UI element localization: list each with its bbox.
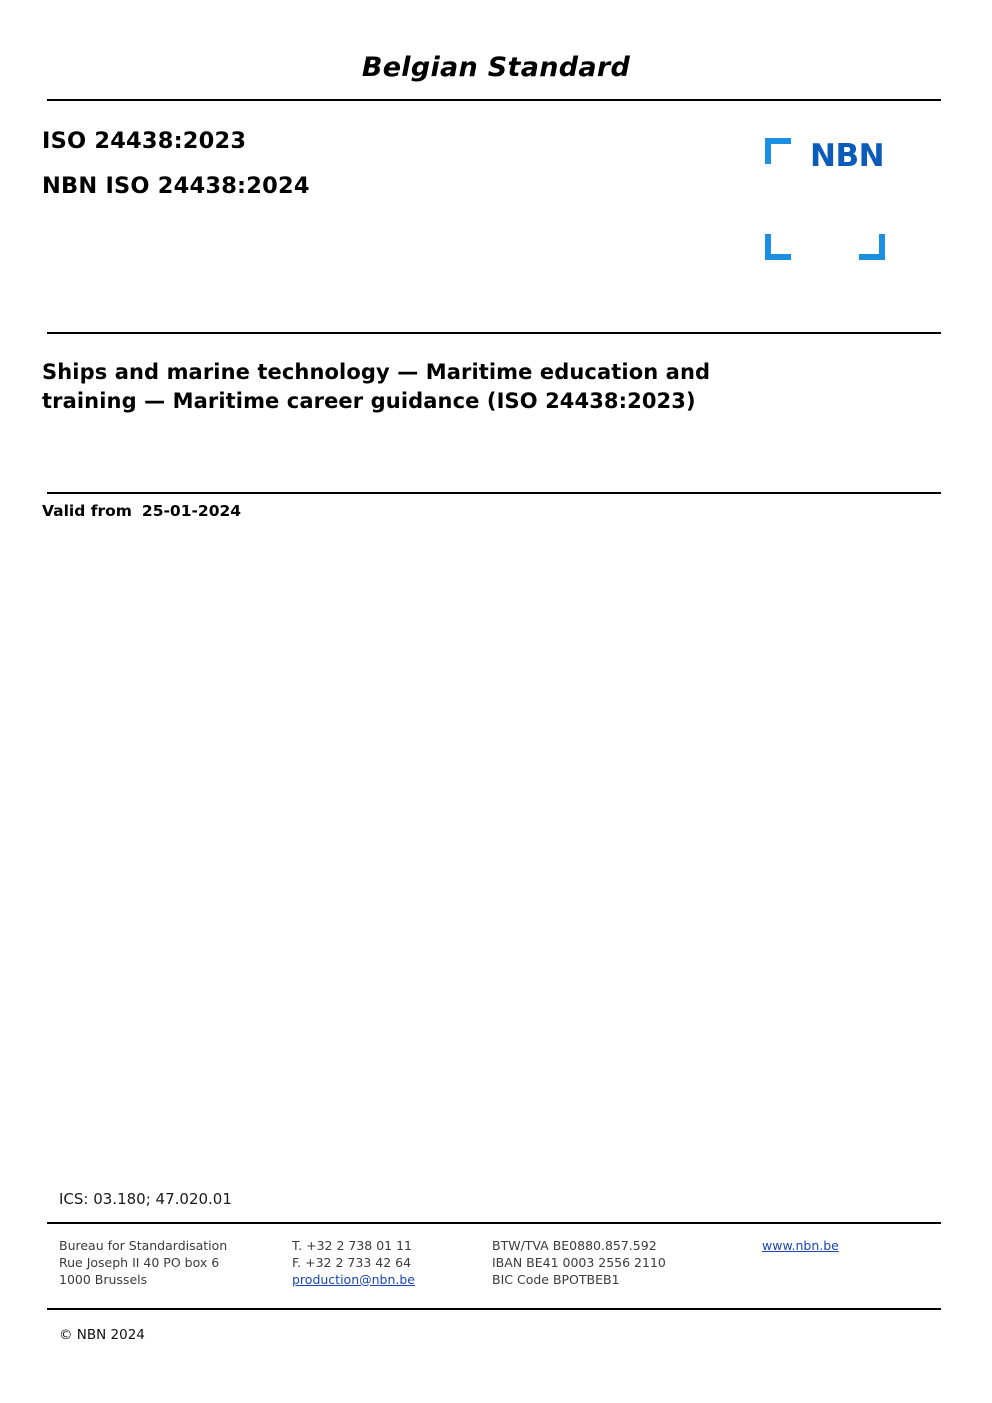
logo-wordmark: NBN <box>810 138 885 174</box>
iso-reference: ISO 24438:2023 <box>42 128 247 154</box>
nbn-logo <box>755 130 895 270</box>
address-line-1: Bureau for Standardisation <box>59 1238 228 1253</box>
page-title: Belgian Standard <box>361 52 631 83</box>
nbn-reference: NBN ISO 24438:2024 <box>42 172 310 199</box>
email-link[interactable]: production@nbn.be <box>292 1271 415 1287</box>
footer-address <box>59 1238 292 1289</box>
website-link[interactable]: www.nbn.be <box>762 1238 839 1253</box>
address-line-3: 1000 Brussels <box>59 1271 148 1287</box>
reference-block <box>42 130 562 197</box>
divider-top <box>47 99 941 101</box>
footer-contact <box>59 1238 939 1289</box>
vat-number: BTW/TVA BE0880.857.592 <box>492 1238 657 1253</box>
telephone: T. +32 2 738 01 11 <box>292 1238 412 1253</box>
validity-date: 25-01-2024 <box>141 502 242 520</box>
divider-ics <box>47 1222 941 1224</box>
divider-middle <box>47 332 941 334</box>
copyright-notice: © NBN 2024 <box>59 1327 145 1343</box>
footer-financial <box>492 1238 762 1289</box>
divider-validity <box>47 492 941 494</box>
fax: F. +32 2 733 42 64 <box>292 1254 412 1270</box>
validity-line <box>42 502 241 520</box>
ics-codes: ICS: 03.180; 47.020.01 <box>59 1190 232 1208</box>
bracket-bottom-right-icon <box>859 234 885 260</box>
divider-footer <box>47 1308 941 1310</box>
bracket-bottom-left-icon <box>765 234 791 260</box>
address-line-2: Rue Joseph II 40 PO box 6 <box>59 1254 220 1270</box>
iban-number: IBAN BE41 0003 2556 2110 <box>492 1254 666 1270</box>
footer-contact-details <box>292 1238 492 1289</box>
footer-website <box>762 1238 922 1289</box>
validity-label: Valid from <box>42 502 132 520</box>
bracket-top-left-icon <box>765 138 791 164</box>
bic-code: BIC Code BPOTBEB1 <box>492 1271 620 1287</box>
standard-title: Ships and marine technology — Maritime education and training — Maritime career guidance (ISO 24438:2023) <box>42 360 711 413</box>
